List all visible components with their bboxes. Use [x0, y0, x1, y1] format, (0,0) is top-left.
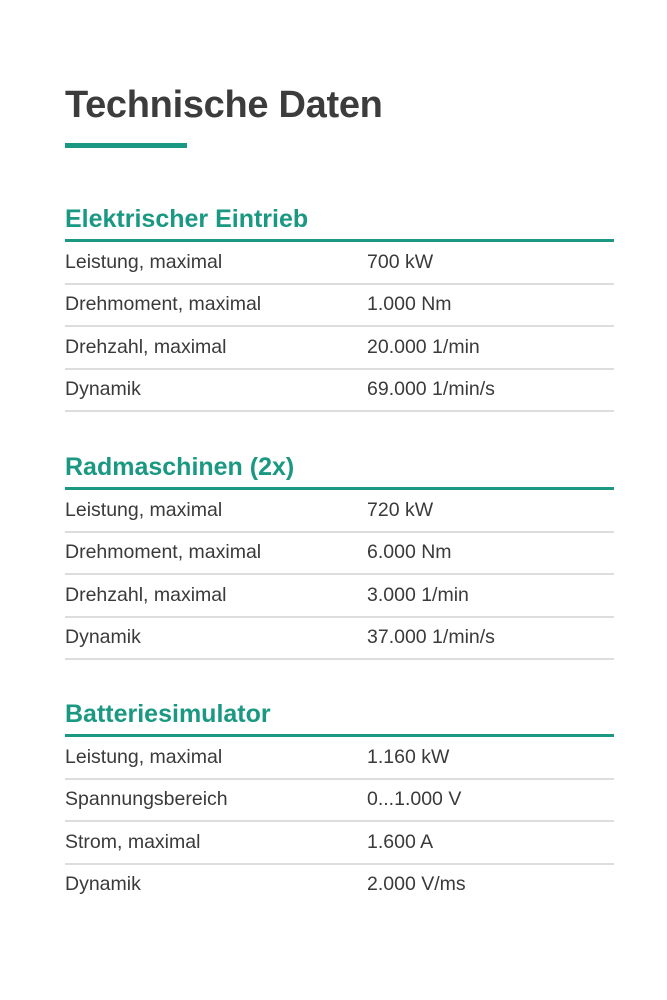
spec-label: Dynamik: [65, 626, 141, 649]
section-heading: Batteriesimulator: [65, 700, 271, 728]
spec-label: Drehzahl, maximal: [65, 583, 227, 606]
spec-value: 37.000 1/min/s: [367, 626, 495, 649]
spec-label: Leistung, maximal: [65, 498, 223, 521]
spec-label: Strom, maximal: [65, 830, 201, 853]
page-title: Technische Daten: [65, 84, 383, 126]
spec-label: Spannungsbereich: [65, 788, 228, 811]
section-heading: Elektrischer Eintrieb: [65, 205, 309, 233]
spec-value: 1.600 A: [367, 830, 434, 853]
spec-label: Dynamik: [65, 378, 141, 401]
spec-row: [65, 533, 614, 576]
spec-row: [65, 327, 614, 370]
spec-value: 3.000 1/min: [367, 583, 469, 606]
spec-value: 6.000 Nm: [367, 541, 452, 564]
spec-value: 720 kW: [367, 498, 434, 521]
spec-value: 20.000 1/min: [367, 335, 480, 358]
spec-value: 1.160 kW: [367, 745, 450, 768]
spec-row: [65, 575, 614, 618]
section-radmaschinen: [65, 447, 614, 660]
spec-row: [65, 490, 614, 533]
spec-label: Dynamik: [65, 873, 141, 896]
spec-row: [65, 618, 614, 661]
spec-row: [65, 285, 614, 328]
spec-value: 2.000 V/ms: [367, 873, 466, 896]
spec-row: [65, 865, 614, 906]
section-elektrischer-eintrieb: [65, 199, 614, 412]
spec-value: 700 kW: [367, 250, 434, 273]
spec-label: Drehmoment, maximal: [65, 293, 262, 316]
spec-row: [65, 370, 614, 413]
section-batteriesimulator: [65, 694, 614, 905]
section-heading: Radmaschinen (2x): [65, 453, 295, 481]
spec-value: 69.000 1/min/s: [367, 378, 495, 401]
spec-value: 0...1.000 V: [367, 788, 462, 811]
spec-row: [65, 780, 614, 823]
title-underline: [65, 143, 187, 148]
spec-label: Leistung, maximal: [65, 250, 223, 273]
spec-row: [65, 822, 614, 865]
spec-label: Leistung, maximal: [65, 745, 223, 768]
spec-row: [65, 737, 614, 780]
spec-label: Drehzahl, maximal: [65, 335, 227, 358]
spec-row: [65, 242, 614, 285]
spec-value: 1.000 Nm: [367, 293, 452, 316]
spec-label: Drehmoment, maximal: [65, 541, 262, 564]
